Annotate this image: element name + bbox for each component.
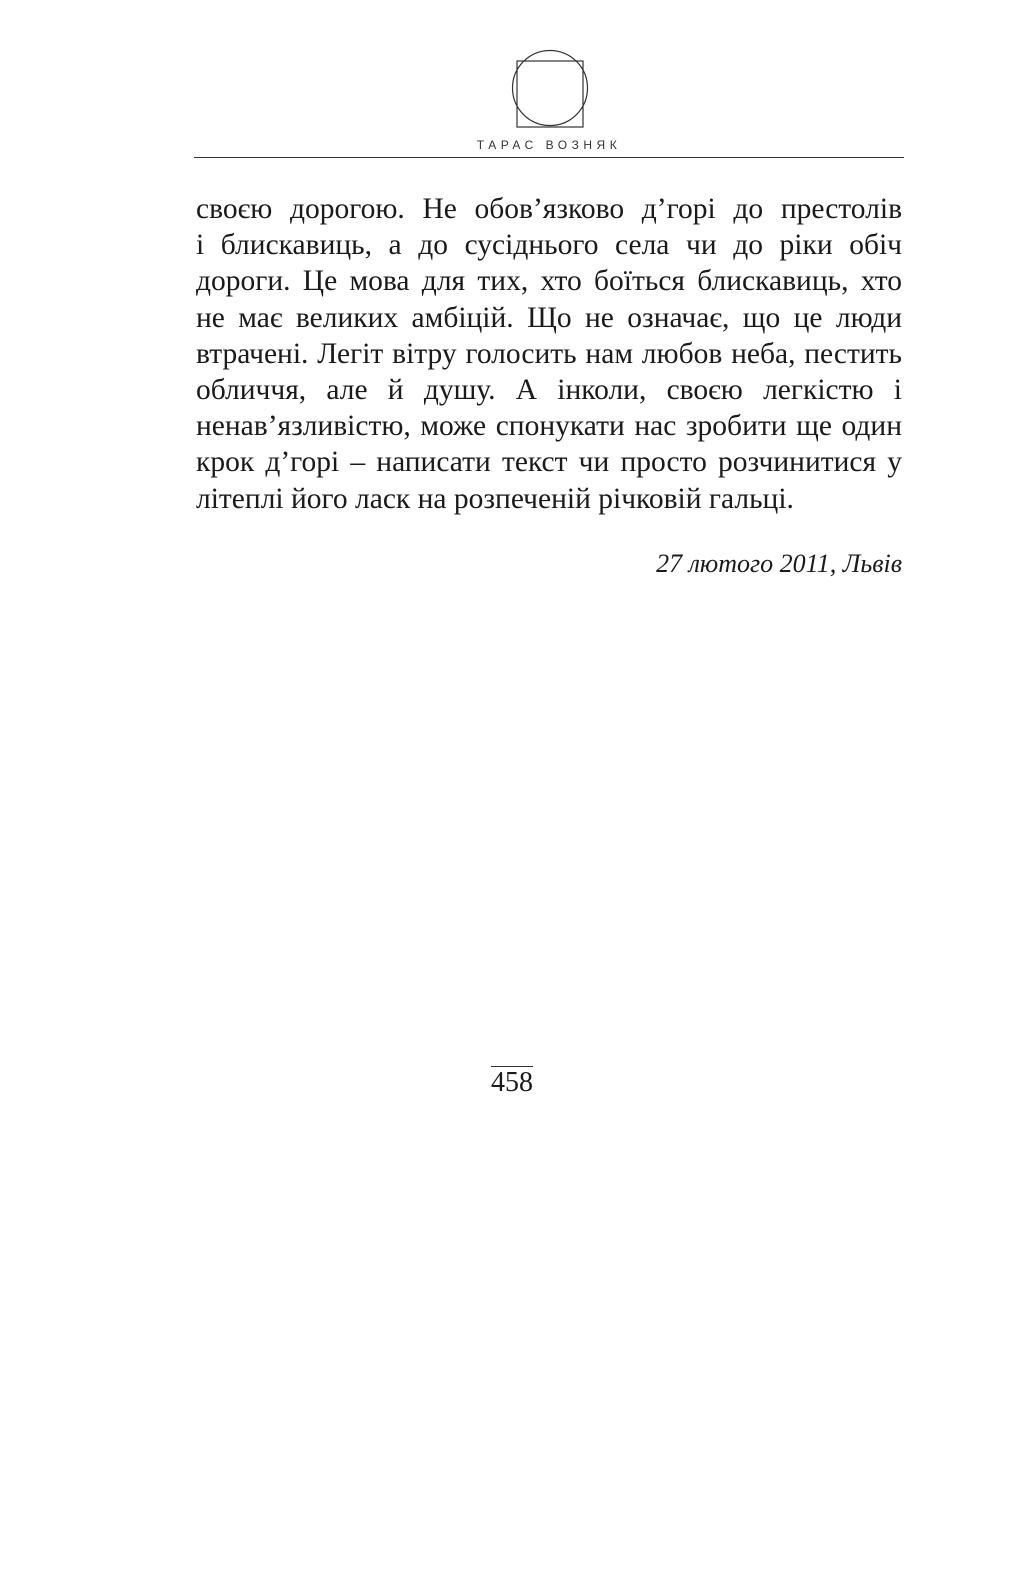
header-rule (194, 157, 904, 158)
running-head-author: ТАРАС ВОЗНЯК (476, 138, 622, 152)
text-line: ненав’язливістю, може спонукати нас зробити ще один (196, 410, 902, 443)
text-line: дороги. Це мова для тих, хто боїться блискавиць, хто (196, 265, 902, 298)
text-line: не має великих амбіцій. Що не означає, що це люди (196, 301, 902, 334)
body-paragraph (196, 191, 902, 517)
dateline: 27 лютого 2011, Львів (656, 549, 902, 578)
page-number: 458 (491, 1067, 533, 1098)
text-line: своєю дорогою. Не обов’язково д’горі до престолів (196, 193, 902, 225)
text-line: крок д’горі – написати текст чи просто розчинитися у (196, 446, 902, 479)
text-line: і блискавиць, а до сусіднього села чи до ріки обіч (196, 229, 902, 262)
text-line: обличчя, але й душу. А інколи, своєю легкістю і (196, 373, 902, 406)
text-line: літеплі його ласк на розпеченій річковій гальці. (196, 482, 794, 515)
footer (0, 1066, 1024, 1098)
circle-square-emblem-icon (510, 48, 590, 128)
text-line: втрачені. Легіт вітру голосить нам любов неба, пестить (196, 337, 902, 370)
